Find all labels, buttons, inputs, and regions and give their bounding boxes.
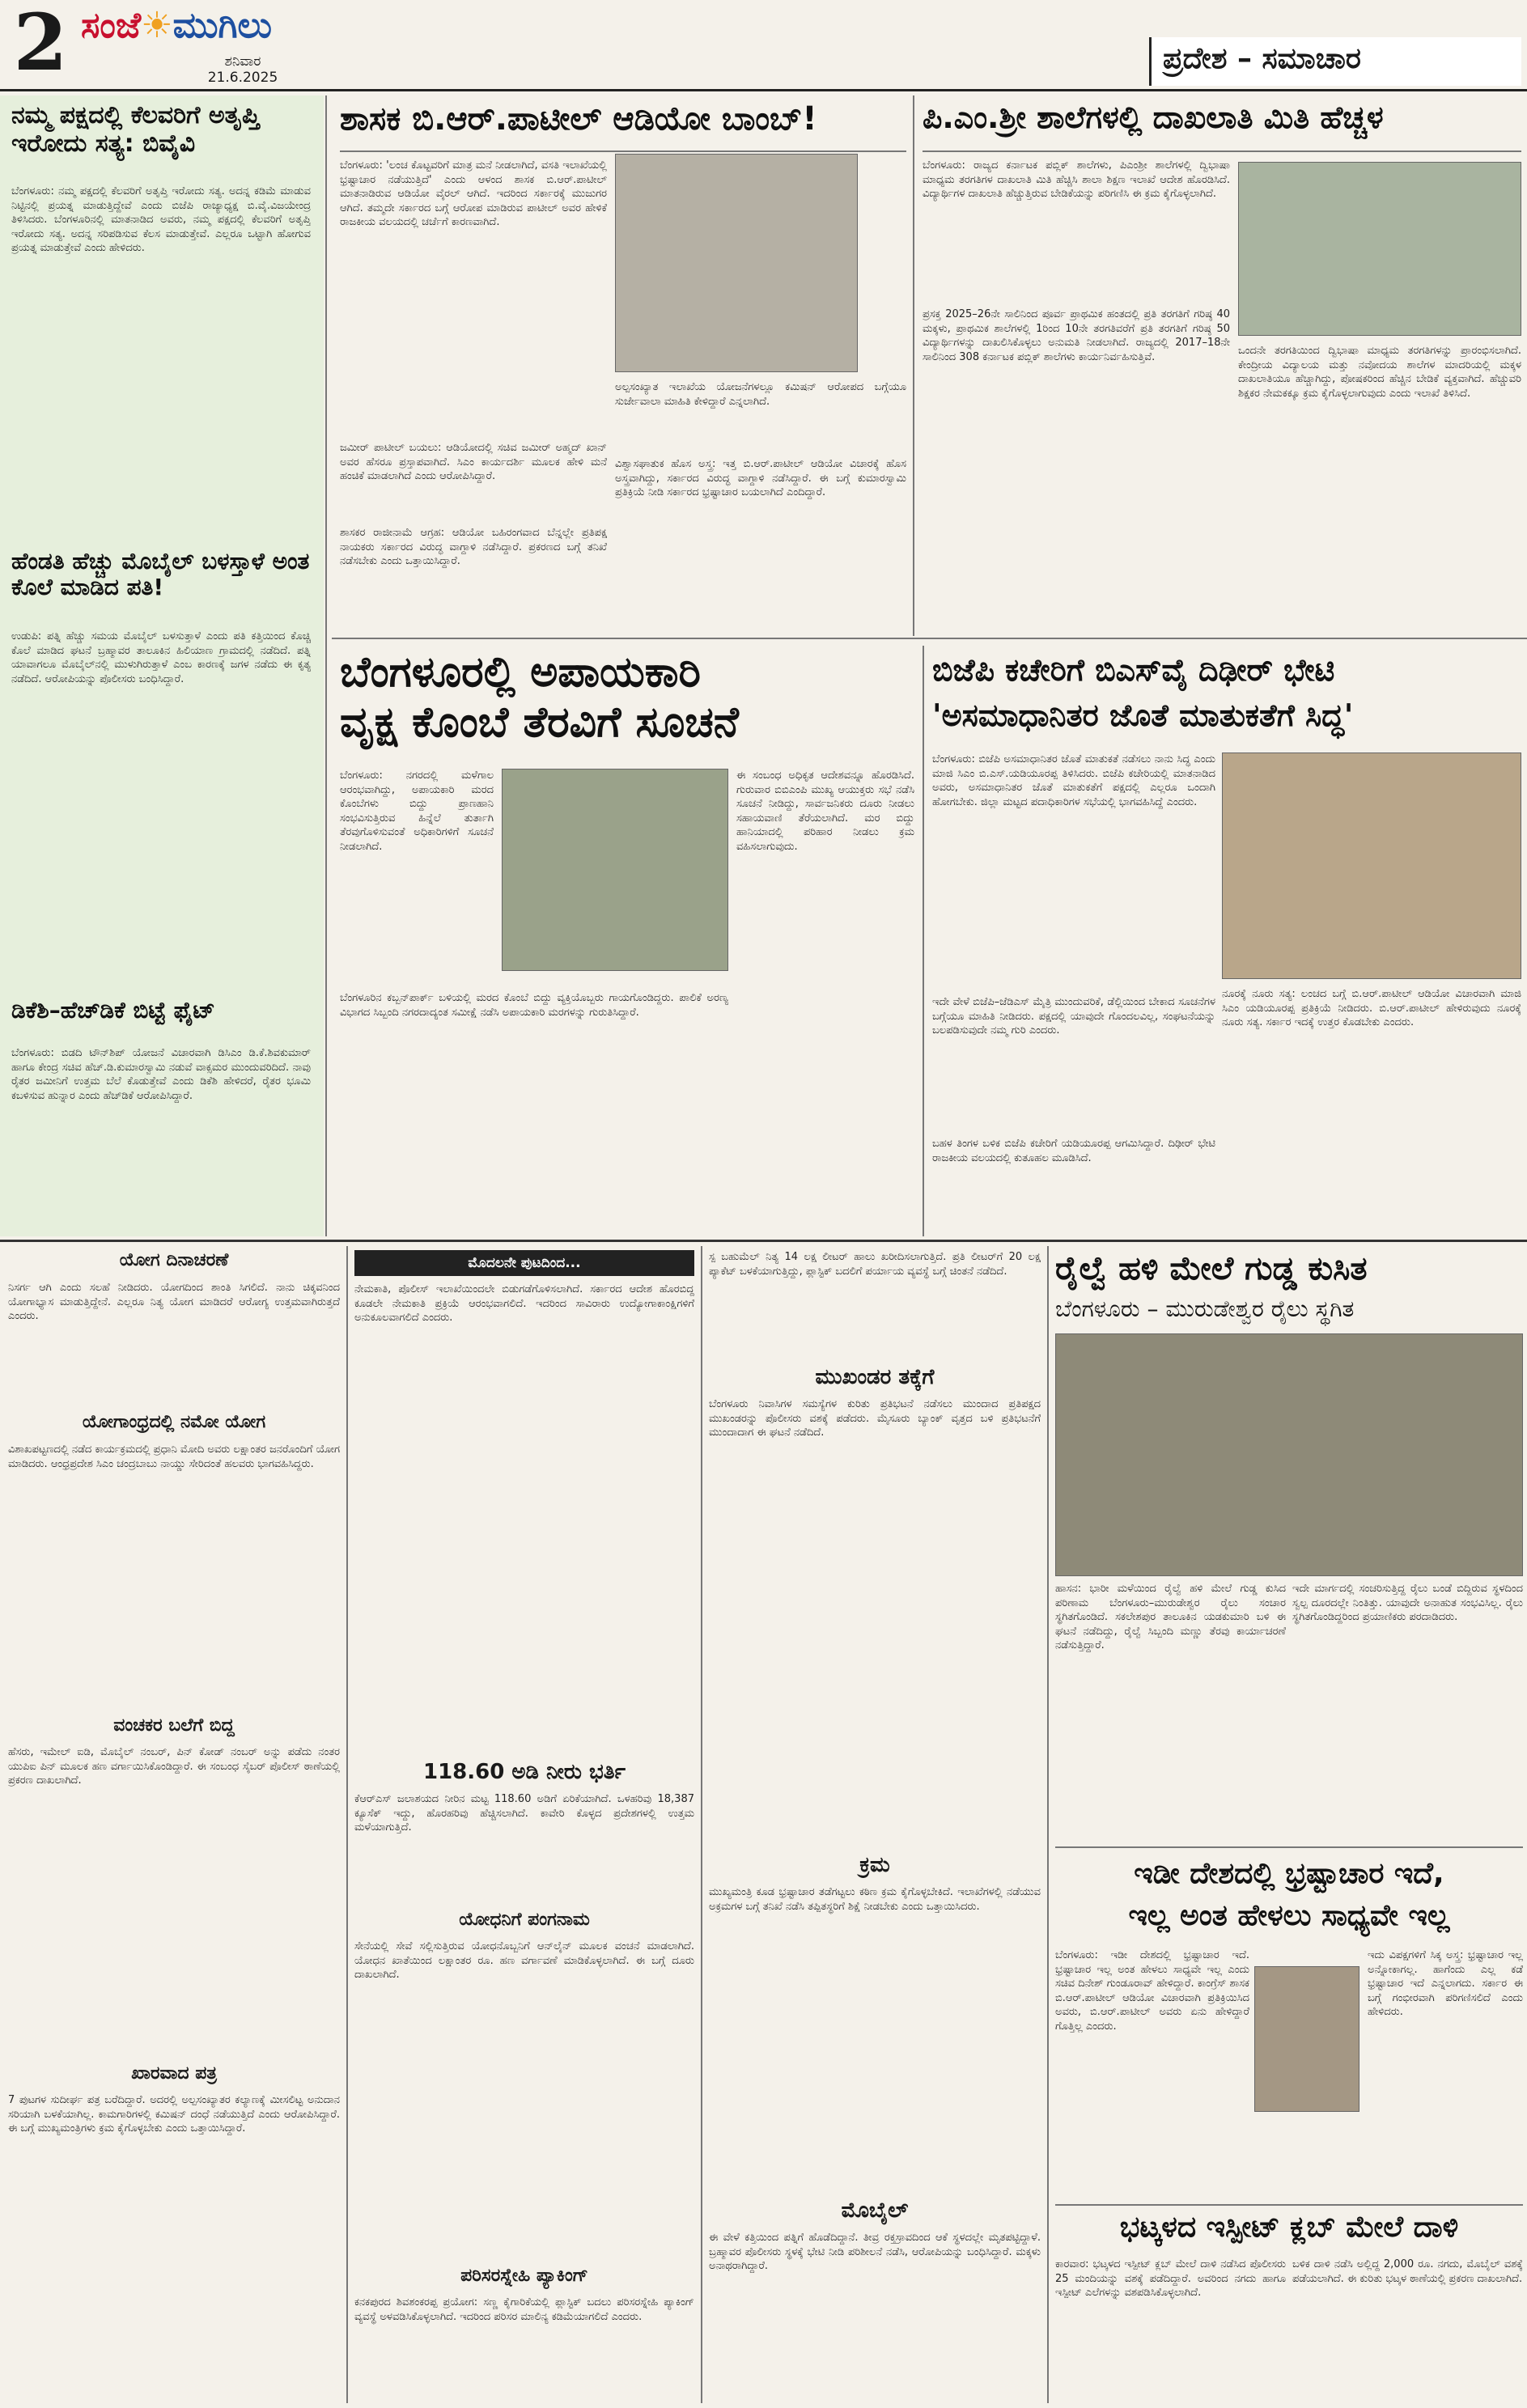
story-body: ಕಾರವಾರ: ಭಟ್ಕಳದ ಇಸ್ಪೀಟ್ ಕ್ಲಬ್ ಮೇಲೆ ದಾಳಿ ನಡೆಸಿದ ಪೊಲೀಸರು 25 ಮಂದಿಯನ್ನು ವಶಕ್ಕೆ ಪಡೆದಿದ್ದಾರೆ. ಅವರಿಂದ ನಗದು ಹಾಗೂ ಇಸ್ಪೀಟ್ ಎಲೆಗಳನ್ನು ವಶಪಡಿಸಿಕೊಳ್ಳಲಾಗಿದೆ. — [1055, 2258, 1286, 2299]
story-body: ಬಹಳ ತಿಂಗಳ ಬಳಿಕ ಬಿಜೆಪಿ ಕಚೇರಿಗೆ ಯಡಿಯೂರಪ್ಪ ಆಗಮಿಸಿದ್ದಾರೆ. ದಿಢೀರ್ ಭೇಟಿ ರಾಜಕೀಯ ವಲಯದಲ್ಲಿ ಕುತೂಹಲ ಮೂಡಿಸಿದೆ. — [932, 1138, 1215, 1164]
mla-portrait-photo — [615, 154, 858, 372]
issue-date: 21.6.2025 — [207, 70, 278, 86]
story-body: ಬೆಂಗಳೂರು: ನಮ್ಮ ಪಕ್ಷದಲ್ಲಿ ಕೆಲವರಿಗೆ ಅತೃಪ್ತಿ ಇರೋದು ಸತ್ಯ. ಅದನ್ನ ಕಡಿಮೆ ಮಾಡುವ ನಿಟ್ಟಿನಲ್ಲಿ ಪ್ರಯತ್ನ ಮಾಡುತ್ತಿದ್ದೇವೆ ಎಂದು ಬಿಜೆಪಿ ರಾಜ್ಯಾಧ್ಯಕ್ಷ ಬಿ.ವೈ.ವಿಜಯೇಂದ್ರ ತಿಳಿಸಿದರು. ಬೆಂಗಳೂರಿನಲ್ಲಿ ಮಾತನಾಡಿದ ಅವರು, ನಮ್ಮ ಪಕ್ಷದಲ್ಲಿ ಕೆಲವರಿಗೆ ಅತೃಪ್ತಿ ಇರೋದು ಸತ್ಯ. ಅದನ್ನ ಸರಿಪಡಿಸುವ ಕೆಲಸ ಮಾಡುತ್ತೇವೆ. ಎಲ್ಲರೂ ಒಟ್ಟಾಗಿ ಹೋಗುವ ಪ್ರಯತ್ನ ಮಾಡುತ್ತೇವೆ ಎಂದು ಹೇಳಿದರು. — [11, 185, 311, 254]
story-body: ಕನಕಪುರದ ಶಿವಶಂಕರಪ್ಪ ಪ್ರಯೋಗ: ಸಣ್ಣ ಕೈಗಾರಿಕೆಯಲ್ಲಿ ಪ್ಲಾಸ್ಟಿಕ್ ಬದಲು ಪರಿಸರಸ್ನೇಹಿ ಪ್ಯಾಕಿಂಗ್ ವ್ಯವಸ್ಥೆ ಅಳವಡಿಸಿಕೊಳ್ಳಲಾಗಿದೆ. ಇದರಿಂದ ಪರಿಸರ ಮಾಲಿನ್ಯ ಕಡಿಮೆಯಾಗಲಿದೆ ಎಂದರು. — [354, 2296, 694, 2323]
bsy-headline — [932, 647, 1523, 744]
mid-column — [709, 1250, 1041, 2403]
headline-line: ಬೆಂಗಳೂರಲ್ಲಿ ಅಪಾಯಕಾರಿ — [340, 648, 701, 697]
story-subhead: ವಂಚಕರ ಬಲೆಗೆ ಬಿದ್ದ — [113, 1715, 235, 1736]
story-body: 7 ಪುಟಗಳ ಸುದೀರ್ಘ ಪತ್ರ ಬರೆದಿದ್ದಾರೆ. ಅದರಲ್ಲಿ ಅಲ್ಪಸಂಖ್ಯಾತರ ಕಲ್ಯಾಣಕ್ಕೆ ಮೀಸಲಿಟ್ಟ ಅನುದಾನ ಸರಿಯಾಗಿ ಬಳಕೆಯಾಗಿಲ್ಲ. ಕಾಮಗಾರಿಗಳಲ್ಲಿ ಕಮಿಷನ್ ದಂಧೆ ನಡೆಯುತ್ತಿದೆ ಎಂದು ಆರೋಪಿಸಿದ್ದಾರೆ. ಈ ಬಗ್ಗೆ ಮುಖ್ಯಮಂತ್ರಿಗಳು ಕ್ರಮ ಕೈಗೊಳ್ಳಬೇಕು ಎಂದು ಒತ್ತಾಯಿಸಿದ್ದಾರೆ. — [8, 2094, 340, 2135]
sun-logo-icon: ☀ — [141, 5, 173, 46]
masthead-divider — [0, 89, 1527, 91]
story-body: ಕೆಆರ್‌ಎಸ್ ಜಲಾಶಯದ ನೀರಿನ ಮಟ್ಟ 118.60 ಅಡಿಗೆ ಏರಿಕೆಯಾಗಿದೆ. ಒಳಹರಿವು 18,387 ಕ್ಯೂಸೆಕ್ ಇದ್ದು, ಹೊರಹರಿವು ಹೆಚ್ಚಿಸಲಾಗಿದೆ. ಕಾವೇರಿ ಕೊಳ್ಳದ ಪ್ರದೇಶಗಳಲ್ಲಿ ಉತ್ತಮ ಮಳೆಯಾಗುತ್ತಿದೆ. — [354, 1793, 694, 1834]
issue-day: ಶನಿವಾರ — [224, 53, 261, 70]
story-body: ಬೆಂಗಳೂರು: ಇಡೀ ದೇಶದಲ್ಲಿ ಭ್ರಷ್ಟಾಚಾರ ಇದೆ. ಭ್ರಷ್ಟಾಚಾರ ಇಲ್ಲ ಅಂತ ಹೇಳಲು ಸಾಧ್ಯವೇ ಇಲ್ಲ ಎಂದು ಸಚಿವ ದಿನೇಶ್ ಗುಂಡೂರಾವ್ ಹೇಳಿದ್ದಾರೆ. ಕಾಂಗ್ರೆಸ್ ಶಾಸಕ ಬಿ.ಆರ್.ಪಾಟೀಲ್ ಆಡಿಯೋ ವಿಚಾರವಾಗಿ ಪ್ರತಿಕ್ರಿಯಿಸಿದ ಅವರು, ಬಿ.ಆರ್.ಪಾಟೀಲ್ ಅವರು ಏನು ಹೇಳಿದ್ದಾರೆ ಗೊತ್ತಿಲ್ಲ ಎಂದರು. — [1055, 1949, 1249, 2033]
story-body: ಬೆಂಗಳೂರು: ಬಿಡದಿ ಟೌನ್‌ಶಿಪ್ ಯೋಜನೆ ವಿಚಾರವಾಗಿ ಡಿಸಿಎಂ ಡಿ.ಕೆ.ಶಿವಕುಮಾರ್ ಹಾಗೂ ಕೇಂದ್ರ ಸಚಿವ ಹೆಚ್.ಡಿ.ಕುಮಾರಸ್ವಾಮಿ ನಡುವೆ ವಾಕ್ಸಮರ ಮುಂದುವರಿದಿದೆ. ನಾವು ರೈತರ ಜಮೀನಿಗೆ ಉತ್ತಮ ಬೆಲೆ ಕೊಡುತ್ತೇವೆ ಎಂದು ಡಿಕೆಶಿ ಹೇಳಿದರೆ, ರೈತರ ಭೂಮಿ ಕಬಳಿಸುವ ಹುನ್ನಾರ ಎಂದು ಹೆಚ್‌ಡಿಕೆ ಆರೋಪಿಸಿದ್ದಾರೆ. — [11, 1047, 311, 1102]
story-headline: ನಮ್ಮ ಪಕ್ಷದಲ್ಲಿ ಕೆಲವರಿಗೆ ಅತೃಪ್ತಿ ಇರೋದು ಸತ್ಯ: ಬಿವೈವಿ — [11, 102, 260, 158]
raid-headline: ಭಟ್ಕಳದ ಇಸ್ಪೀಟ್ ಕ್ಲಬ್ ಮೇಲೆ ದಾಳಿ — [1119, 2211, 1459, 2244]
story-headline: ಹೆಂಡತಿ ಹೆಚ್ಚು ಮೊಬೈಲ್ ಬಳಸ್ತಾಳೆ ಅಂತ ಕೊಲೆ ಮಾಡಿದ ಪತಿ! — [11, 549, 310, 601]
newspaper-brand — [81, 5, 324, 53]
tree-headline — [340, 647, 923, 761]
brand-name-part2: ಮುಗಿಲು — [172, 5, 273, 46]
story-body: ಬಳಿಕ ದಾಳಿ ನಡೆಸಿ ಅಲ್ಲಿದ್ದ 2,000 ರೂ. ನಗದು, ಮೊಬೈಲ್ ವಶಕ್ಕೆ ಪಡೆಯಲಾಗಿದೆ. ಈ ಕುರಿತು ಭಟ್ಕಳ ಠಾಣೆಯಲ್ಲಿ ಪ್ರಕರಣ ದಾಖಲಾಗಿದೆ. — [1292, 2258, 1523, 2285]
story-body: ಇದು ವಿಪಕ್ಷಗಳಿಗೆ ಸಿಕ್ಕ ಅಸ್ತ್ರ: ಭ್ರಷ್ಟಾಚಾರ ಇಲ್ಲ ಅನ್ನೋಕಾಗಲ್ಲ. ಹಾಗೆಂದು ಎಲ್ಲ ಕಡೆ ಭ್ರಷ್ಟಾಚಾರ ಇದೆ ಎನ್ನಲಾಗದು. ಸರ್ಕಾರ ಈ ಬಗ್ಗೆ ಗಂಭೀರವಾಗಿ ಪರಿಗಣಿಸಲಿದೆ ಎಂದು ಹೇಳಿದರು. — [1368, 1949, 1523, 2018]
story-body: ಒಂದನೇ ತರಗತಿಯಿಂದ ದ್ವಿಭಾಷಾ ಮಾಧ್ಯಮ ತರಗತಿಗಳನ್ನು ಪ್ರಾರಂಭಿಸಲಾಗಿದೆ. ಕೇಂದ್ರೀಯ ವಿದ್ಯಾಲಯ ಮತ್ತು ನವೋದಯ ಶಾಲೆಗಳ ಮಾದರಿಯಲ್ಲಿ ಮಕ್ಕಳ ದಾಖಲಾತಿಯೂ ಹೆಚ್ಚಾಗಿದ್ದು, ಪೋಷಕರಿಂದ ಹೆಚ್ಚಿನ ಬೇಡಿಕೆ ವ್ಯಕ್ತವಾಗಿದೆ. ಹೆಚ್ಚುವರಿ ಶಿಕ್ಷಕರ ನೇಮಕಕ್ಕೂ ಕ್ರಮ ಕೈಗೊಳ್ಳಲಾಗುವುದು ಎಂದು ಇಲಾಖೆ ತಿಳಿಸಿದೆ. — [1238, 345, 1521, 400]
column-divider — [325, 95, 327, 1236]
headline-line: ವೃಕ್ಷ ಕೊಂಬೆ ತೆರವಿಗೆ ಸೂಚನೆ — [340, 698, 739, 747]
minister-portrait-photo — [1254, 1966, 1359, 2112]
story-subhead: ಖಾರವಾದ ಪತ್ರ — [131, 2063, 217, 2084]
story-body: ಹೆಸರು, ಇಮೇಲ್ ಐಡಿ, ಮೊಬೈಲ್ ನಂಬರ್, ಪಿನ್ ಕೋಡ್ ನಂಬರ್ ಅನ್ನು ಪಡೆದು ನಂತರ ಯುಪಿಐ ಪಿನ್ ಮೂಲಕ ಹಣ ವರ್ಗಾಯಿಸಿಕೊಂಡಿದ್ದಾರೆ. ಈ ಸಂಬಂಧ ಸೈಬರ್ ಪೊಲೀಸ್ ಠಾಣೆಯಲ್ಲಿ ಪ್ರಕರಣ ದಾಖಲಾಗಿದೆ. — [8, 1746, 340, 1787]
left-column — [0, 95, 324, 1236]
headline-rule — [923, 150, 1521, 152]
lead-body: ಅಲ್ಪಸಂಖ್ಯಾತ ಇಲಾಖೆಯ ಯೋಜನೆಗಳಲ್ಲೂ ಕಮಿಷನ್ ಆರೋಪದ ಬಗ್ಗೆಯೂ ಸುರ್ಜೇವಾಲಾ ಮಾಹಿತಿ ಕೇಳಿದ್ದಾರೆ ಎನ್ನಲಾಗಿದೆ. — [615, 381, 906, 408]
lead-body: ಶಾಸಕರ ರಾಜೀನಾಮೆ ಆಗ್ರಹ: ಆಡಿಯೋ ಬಹಿರಂಗವಾದ ಬೆನ್ನಲ್ಲೇ ಪ್ರತಿಪಕ್ಷ ನಾಯಕರು ಸರ್ಕಾರದ ವಿರುದ್ಧ ವಾಗ್ದಾಳಿ ನಡೆಸಿದ್ದಾರೆ. ಪ್ರಕರಣದ ಬಗ್ಗೆ ತನಿಖೆ ನಡೆಸಬೇಕು ಎಂದು ಒತ್ತಾಯಿಸಿದ್ದಾರೆ. — [340, 527, 607, 567]
column-divider — [701, 1246, 702, 2403]
story-body: ನೇಮಕಾತಿ, ಪೊಲೀಸ್ ಇಲಾಖೆಯಿಂದಲೇ ಬಿಡುಗಡೆಗೊಳಿಸಲಾಗಿದೆ. ಸರ್ಕಾರದ ಆದೇಶ ಹೊರಬಿದ್ದ ಕೂಡಲೇ ನೇಮಕಾತಿ ಪ್ರಕ್ರಿಯೆ ಆರಂಭವಾಗಲಿದೆ. ಇದರಿಂದ ಸಾವಿರಾರು ಉದ್ಯೋಗಾಕಾಂಕ್ಷಿಗಳಿಗೆ ಅನುಕೂಲವಾಗಲಿದೆ ಎಂದರು. — [354, 1283, 694, 1324]
story-body: ಇದೇ ಮಾರ್ಗದಲ್ಲಿ ಸಂಚರಿಸುತ್ತಿದ್ದ ರೈಲು ಬಂಡೆ ಬಿದ್ದಿರುವ ಸ್ಥಳದಿಂದ ಸ್ವಲ್ಪ ದೂರದಲ್ಲೇ ನಿಂತಿತ್ತು. ಯಾವುದೇ ಅನಾಹುತ ಸಂಭವಿಸಿಲ್ಲ. ರೈಲು ಸ್ಥಗಿತಗೊಂಡಿದ್ದರಿಂದ ಪ್ರಯಾಣಿಕರು ಪರದಾಡಿದರು. — [1292, 1583, 1523, 1623]
continued-column — [354, 1282, 694, 2403]
column-divider — [346, 1246, 348, 2403]
story-body: ಇದೇ ವೇಳೆ ಬಿಜೆಪಿ–ಜೆಡಿಎಸ್ ಮೈತ್ರಿ ಮುಂದುವರಿಕೆ, ಡೆಲ್ಲಿಯಿಂದ ಬೇಕಾದ ಸೂಚನೆಗಳ ಬಗ್ಗೆಯೂ ಮಾಹಿತಿ ನೀಡಿದರು. ಪಕ್ಷದಲ್ಲಿ ಯಾವುದೇ ಗೊಂದಲವಿಲ್ಲ, ಸಂಘಟನೆಯನ್ನು ಬಲಪಡಿಸುವುದೇ ನಮ್ಮ ಗುರಿ ಎಂದರು. — [932, 996, 1215, 1037]
story-subhead: ಯೋಗಾಂಧ್ರದಲ್ಲಿ ನಮೋ ಯೋಗ — [82, 1412, 266, 1432]
story-subhead: ಪರಿಸರಸ್ನೇಹಿ ಪ್ಯಾಕಿಂಗ್ — [460, 2266, 588, 2286]
photo-caption: ನೂರಕ್ಕೆ ನೂರು ಸತ್ಯ: ಲಂಚದ ಬಗ್ಗೆ ಬಿ.ಆರ್.ಪಾಟೀಲ್ ಆಡಿಯೋ ವಿಚಾರವಾಗಿ ಮಾಜಿ ಸಿಎಂ ಯಡಿಯೂರಪ್ಪ ಪ್ರತಿಕ್ರಿಯೆ ನೀಡಿದರು. ಬಿ.ಆರ್.ಪಾಟೀಲ್ ಹೇಳಿರುವುದು ನೂರಕ್ಕೆ ನೂರು ಸತ್ಯ. ಸರ್ಕಾರ ಇದಕ್ಕೆ ಉತ್ತರ ಕೊಡಬೇಕು ಎಂದರು. — [1222, 988, 1521, 1028]
section-divider — [1055, 1846, 1523, 1848]
story-headline: ಡಿಕೆಶಿ–ಹೆಚ್‌ಡಿಕೆ ಬಿಟ್ಟೆ ಫೈಟ್ — [11, 998, 215, 1024]
page-number: 2 — [13, 0, 68, 85]
column-divider — [1047, 1246, 1049, 2403]
lead-body: ವಿಶ್ವಾಸಘಾತುಕ ಹೊಸ ಅಸ್ತ್ರ: ಇತ್ತ ಬಿ.ಆರ್.ಪಾಟೀಲ್ ಆಡಿಯೋ ವಿಚಾರಕ್ಕೆ ಹೊಸ ಅಸ್ತ್ರವಾಗಿದ್ದು, ಸರ್ಕಾರದ ವಿರುದ್ಧ ವಾಗ್ದಾಳಿ ನಡೆಸಿದ್ದಾರೆ. ಈ ಬಗ್ಗೆ ಕುಮಾರಸ್ವಾಮಿ ಪ್ರತಿಕ್ರಿಯೆ ನೀಡಿ ಸರ್ಕಾರದ ಭ್ರಷ್ಟಾಚಾರ ಬಯಲಾಗಿದೆ ಎಂದಿದ್ದಾರೆ. — [615, 458, 906, 498]
story-body: ಈ ವೇಳೆ ಕತ್ತಿಯಿಂದ ಪತ್ನಿಗೆ ಹೊಡೆದಿದ್ದಾನೆ. ತೀವ್ರ ರಕ್ತಸ್ರಾವದಿಂದ ಆಕೆ ಸ್ಥಳದಲ್ಲೇ ಮೃತಪಟ್ಟಿದ್ದಾಳೆ. ಬ್ರಹ್ಮಾವರ ಪೊಲೀಸರು ಸ್ಥಳಕ್ಕೆ ಭೇಟಿ ನೀಡಿ ಪರಿಶೀಲನೆ ನಡೆಸಿ, ಆರೋಪಿಯನ್ನು ಬಂಧಿಸಿದ್ದಾರೆ. ಮಕ್ಕಳು ಅನಾಥರಾಗಿದ್ದಾರೆ. — [709, 2232, 1041, 2272]
headline-line: ಇಡೀ ದೇಶದಲ್ಲಿ ಭ್ರಷ್ಟಾಚಾರ ಇದೆ, — [1134, 1857, 1444, 1890]
section-title: ಪ್ರದೇಶ – ಸಮಾಚಾರ — [1149, 37, 1521, 86]
lead-headline: ಶಾಸಕ ಬಿ.ಆರ್.ಪಾಟೀಲ್ ಆಡಿಯೋ ಬಾಂಬ್! — [340, 100, 817, 138]
story-subhead: 118.60 ಅಡಿ ನೀರು ಭರ್ತಿ — [423, 1760, 626, 1784]
tree-clearing-photo — [502, 769, 728, 971]
dateline — [178, 53, 308, 86]
column-divider — [923, 646, 924, 1236]
section-divider — [0, 1240, 1527, 1242]
corruption-headline — [1055, 1853, 1523, 1942]
story-body: ಈ ಸಂಬಂಧ ಅಧಿಕೃತ ಆದೇಶವನ್ನೂ ಹೊರಡಿಸಿದೆ. ಗುರುವಾರ ಬಿಬಿಎಂಪಿ ಮುಖ್ಯ ಆಯುಕ್ತರು ಸಭೆ ನಡೆಸಿ ಸೂಚನೆ ನೀಡಿದ್ದು, ಸಾರ್ವಜನಿಕರು ದೂರು ನೀಡಲು ಸಹಾಯವಾಣಿ ತೆರೆಯಲಾಗಿದೆ. ಮರ ಬಿದ್ದು ಹಾನಿಯಾದಲ್ಲಿ ಪರಿಹಾರ ನೀಡಲು ಕ್ರಮ ವಹಿಸಲಾಗುವುದು. — [736, 769, 914, 853]
school-building-photo — [1238, 162, 1521, 336]
story-body: ಬೆಂಗಳೂರು: ಬಿಜೆಪಿ ಅಸಮಾಧಾನಿತರ ಜೊತೆ ಮಾತುಕತೆ ನಡೆಸಲು ನಾನು ಸಿದ್ಧ ಎಂದು ಮಾಜಿ ಸಿಎಂ ಬಿ.ಎಸ್.ಯಡಿಯೂರಪ್ಪ ತಿಳಿಸಿದರು. ಬಿಜೆಪಿ ಕಚೇರಿಯಲ್ಲಿ ಮಾತನಾಡಿದ ಅವರು, ಅಸಮಾಧಾನಿತರ ಜೊತೆ ಮಾತುಕತೆಗೆ ಪಕ್ಷದಲ್ಲಿ ಎಲ್ಲರೂ ಒಂದಾಗಿ ಹೋಗಬೇಕು. ಜಿಲ್ಲಾ ಮಟ್ಟದ ಪದಾಧಿಕಾರಿಗಳ ಸಭೆಯಲ್ಲಿ ಭಾಗವಹಿಸಿದ್ದೆ ಎಂದರು. — [932, 753, 1215, 808]
story-body: ಉಡುಪಿ: ಪತ್ನಿ ಹೆಚ್ಚು ಸಮಯ ಮೊಬೈಲ್ ಬಳಸುತ್ತಾಳೆ ಎಂದು ಪತಿ ಕತ್ತಿಯಿಂದ ಕೊಚ್ಚಿ ಕೊಲೆ ಮಾಡಿದ ಘಟನೆ ಬ್ರಹ್ಮಾವರ ತಾಲೂಕಿನ ಹಿಲಿಯಾಣ ಗ್ರಾಮದಲ್ಲಿ ನಡೆದಿದೆ. ಪತ್ನಿ ಯಾವಾಗಲೂ ಮೊಬೈಲ್‌ನಲ್ಲಿ ಮುಳುಗಿರುತ್ತಾಳೆ ಎಂಬ ಕಾರಣಕ್ಕೆ ಜಗಳ ನಡೆದು ಈ ಕೃತ್ಯ ನಡೆದಿದೆ. ಆರೋಪಿಯನ್ನು ಪೊಲೀಸರು ಬಂಧಿಸಿದ್ದಾರೆ. — [11, 630, 311, 685]
story-subhead: ಯೋಧನಿಗೆ ಪಂಗನಾಮ — [459, 1910, 590, 1930]
column-divider — [913, 95, 914, 636]
lead-body: ಜಮೀರ್ ಪಾಟೀಲ್ ಬಯಲು: ಆಡಿಯೋದಲ್ಲಿ ಸಚಿವ ಜಮೀರ್ ಅಹ್ಮದ್ ಖಾನ್ ಅವರ ಹೆಸರೂ ಪ್ರಸ್ತಾಪವಾಗಿದೆ. ಸಿಎಂ ಕಾರ್ಯದರ್ಶಿ ಮೂಲಕ ಹೇಳಿ ಮನೆ ಹಂಚಿಕೆ ಮಾಡಲಾಗಿದೆ ಎಂದು ಆರೋಪಿಸಿದ್ದಾರೆ. — [340, 442, 607, 482]
story-subhead: ಯೋಗ ದಿನಾಚರಣೆ — [119, 1250, 229, 1270]
story-subhead: ಮೊಬೈಲ್ — [841, 2198, 909, 2223]
brand-name-part1: ಸಂಜೆ — [81, 5, 142, 46]
story-body: ಬೆಂಗಳೂರು: ನಗರದಲ್ಲಿ ಮಳೆಗಾಲ ಆರಂಭವಾಗಿದ್ದು, ಅಪಾಯಕಾರಿ ಮರದ ಕೊಂಬೆಗಳು ಬಿದ್ದು ಪ್ರಾಣಹಾನಿ ಸಂಭವಿಸುತ್ತಿರುವ ಹಿನ್ನೆಲೆ ತುರ್ತಾಗಿ ತೆರವುಗೊಳಿಸುವಂತೆ ಅಧಿಕಾರಿಗಳಿಗೆ ಸೂಚನೆ ನೀಡಲಾಗಿದೆ. — [340, 769, 494, 853]
story-body: ಮುಖ್ಯಮಂತ್ರಿ ಕೂಡ ಭ್ರಷ್ಟಾಚಾರ ತಡೆಗಟ್ಟಲು ಕಠಿಣ ಕ್ರಮ ಕೈಗೊಳ್ಳಬೇಕಿದೆ. ಇಲಾಖೆಗಳಲ್ಲಿ ನಡೆಯುವ ಅಕ್ರಮಗಳ ಬಗ್ಗೆ ತನಿಖೆ ನಡೆಸಿ ತಪ್ಪಿತಸ್ಥರಿಗೆ ಶಿಕ್ಷೆ ನೀಡಬೇಕು ಎಂದು ಒತ್ತಾಯಿಸಿದರು. — [709, 1886, 1041, 1913]
story-body: ಬೆಂಗಳೂರು ನಿವಾಸಿಗಳ ಸಮಸ್ಯೆಗಳ ಕುರಿತು ಪ್ರತಿಭಟನೆ ನಡೆಸಲು ಮುಂದಾದ ಪ್ರತಿಪಕ್ಷದ ಮುಖಂಡರನ್ನು ಪೊಲೀಸರು ವಶಕ್ಕೆ ಪಡೆದರು. ಮೈಸೂರು ಬ್ಯಾಂಕ್ ವೃತ್ತದ ಬಳಿ ಪ್ರತಿಭಟನೆಗೆ ಮುಂದಾದಾಗ ಈ ಘಟನೆ ನಡೆದಿದೆ. — [709, 1398, 1041, 1439]
headline-line: 'ಅಸಮಾಧಾನಿತರ ಜೊತೆ ಮಾತುಕತೆಗೆ ಸಿದ್ಧ' — [932, 697, 1354, 733]
headline-rule — [340, 150, 906, 152]
section-divider — [1055, 2204, 1523, 2206]
story-body: ಹಾಸನ: ಭಾರೀ ಮಳೆಯಿಂದ ರೈಲ್ವೆ ಹಳಿ ಮೇಲೆ ಗುಡ್ಡ ಕುಸಿದ ಪರಿಣಾಮ ಬೆಂಗಳೂರು–ಮುರುಡೇಶ್ವರ ರೈಲು ಸಂಚಾರ ಸ್ಥಗಿತಗೊಂಡಿದೆ. ಸಕಲೇಶಪುರ ತಾಲೂಕಿನ ಯಡಕುಮಾರಿ ಬಳಿ ಈ ಘಟನೆ ನಡೆದಿದ್ದು, ರೈಲ್ವೆ ಸಿಬ್ಬಂದಿ ಮಣ್ಣು ತೆರವು ಕಾರ್ಯಾಚರಣೆ ನಡೆಸುತ್ತಿದ್ದಾರೆ. — [1055, 1583, 1286, 1651]
story-body: ಪ್ರಸಕ್ತ 2025–26ನೇ ಸಾಲಿನಿಂದ ಪೂರ್ವ ಪ್ರಾಥಮಿಕ ಹಂತದಲ್ಲಿ ಪ್ರತಿ ತರಗತಿಗೆ ಗರಿಷ್ಠ 40 ಮಕ್ಕಳು, ಪ್ರಾಥಮಿಕ ಶಾಲೆಗಳಲ್ಲಿ 1ರಿಂದ 10ನೇ ತರಗತಿವರೆಗೆ ಪ್ರತಿ ತರಗತಿಗೆ ಗರಿಷ್ಠ 50 ವಿದ್ಯಾರ್ಥಿಗಳನ್ನು ದಾಖಲಿಸಿಕೊಳ್ಳಲು ಅನುಮತಿ ನೀಡಲಾಗಿದೆ. ರಾಜ್ಯದಲ್ಲಿ 2017–18ನೇ ಸಾಲಿನಿಂದ 308 ಕರ್ನಾಟಕ ಪಬ್ಲಿಕ್ ಶಾಲೆಗಳು ಕಾರ್ಯನಿರ್ವಹಿಸುತ್ತಿವೆ. — [923, 308, 1230, 363]
story-body: ಬೆಂಗಳೂರು: ರಾಜ್ಯದ ಕರ್ನಾಟಕ ಪಬ್ಲಿಕ್ ಶಾಲೆಗಳು, ಪಿಎಂಶ್ರೀ ಶಾಲೆಗಳಲ್ಲಿ ದ್ವಿಭಾಷಾ ಮಾಧ್ಯಮ ತರಗತಿಗಳ ದಾಖಲಾತಿ ಮಿತಿ ಹೆಚ್ಚಿಸಿ ಶಾಲಾ ಶಿಕ್ಷಣ ಇಲಾಖೆ ಆದೇಶ ಹೊರಡಿಸಿದೆ. ವಿದ್ಯಾರ್ಥಿಗಳ ದಾಖಲಾತಿ ಹೆಚ್ಚುತ್ತಿರುವ ಬೇಡಿಕೆಯನ್ನು ಪರಿಗಣಿಸಿ ಈ ಕ್ರಮ ಕೈಗೊಳ್ಳಲಾಗಿದೆ. — [923, 159, 1230, 200]
headline-line: ಬಿಜೆಪಿ ಕಚೇರಿಗೆ ಬಿಎಸ್‌ವೈ ದಿಢೀರ್ ಭೇಟಿ — [932, 652, 1335, 688]
story-subhead: ಕ್ರಮ — [859, 1853, 890, 1877]
story-body: ವಿಶಾಖಪಟ್ಟಣದಲ್ಲಿ ನಡೆದ ಕಾರ್ಯಕ್ರಮದಲ್ಲಿ ಪ್ರಧಾನಿ ಮೋದಿ ಅವರು ಲಕ್ಷಾಂತರ ಜನರೊಂದಿಗೆ ಯೋಗ ಮಾಡಿದರು. ಆಂಧ್ರಪ್ರದೇಶ ಸಿಎಂ ಚಂದ್ರಬಾಬು ನಾಯ್ಡು ಸೇರಿದಂತೆ ಹಲವರು ಭಾಗವಹಿಸಿದ್ದರು. — [8, 1444, 340, 1470]
landslide-track-photo — [1055, 1333, 1523, 1576]
railway-subhead: ಬೆಂಗಳೂರು – ಮುರುಡೇಶ್ವರ ರೈಲು ಸ್ಥಗಿತ — [1055, 1296, 1355, 1322]
lead-body: ಬೆಂಗಳೂರು: 'ಲಂಚ ಕೊಟ್ಟವರಿಗೆ ಮಾತ್ರ ಮನೆ ನೀಡಲಾಗಿದೆ, ವಸತಿ ಇಲಾಖೆಯಲ್ಲಿ ಭ್ರಷ್ಟಾಚಾರ ನಡೆಯುತ್ತಿದೆ' ಎಂದು ಆಳಂದ ಶಾಸಕ ಬಿ.ಆರ್.ಪಾಟೀಲ್ ಮಾತನಾಡಿರುವ ಆಡಿಯೋ ವೈರಲ್ ಆಗಿದೆ. ಇದರಿಂದ ಸರ್ಕಾರಕ್ಕೆ ಮುಜುಗರ ಆಗಿದೆ. ತಮ್ಮದೇ ಸರ್ಕಾರದ ಬಗ್ಗೆ ಆರೋಪ ಮಾಡಿರುವ ಪಾಟೀಲ್ ಅವರ ಹೇಳಿಕೆ ರಾಜಕೀಯ ವಲಯದಲ್ಲಿ ಚರ್ಚೆಗೆ ಕಾರಣವಾಗಿದೆ. — [340, 159, 607, 228]
story-body: ಸ್ಪ ಬಹುಮೆಲ್ ನಿತ್ಯ 14 ಲಕ್ಷ ಲೀಟರ್ ಹಾಲು ಖರೀದಿಸಲಾಗುತ್ತಿದೆ. ಪ್ರತಿ ಲೀಟರ್‌ಗೆ 20 ಲಕ್ಷ ಪ್ಯಾಕೆಟ್ ಬಳಕೆಯಾಗುತ್ತಿದ್ದು, ಪ್ಲಾಸ್ಟಿಕ್ ಬದಲಿಗೆ ಪರ್ಯಾಯ ವ್ಯವಸ್ಥೆ ಬಗ್ಗೆ ಚಿಂತನೆ ನಡೆದಿದೆ. — [709, 1251, 1041, 1278]
railway-headline: ರೈಲ್ವೆ ಹಳಿ ಮೇಲೆ ಗುಡ್ಡ ಕುಸಿತ — [1055, 1250, 1368, 1287]
section-divider — [332, 638, 1527, 639]
continued-band: ಮೊದಲನೇ ಪುಟದಿಂದ... — [354, 1250, 694, 1276]
headline-line: ಇಲ್ಲ ಅಂತ ಹೇಳಲು ಸಾಧ್ಯವೇ ಇಲ್ಲ — [1128, 1899, 1450, 1932]
bsy-visit-photo — [1222, 752, 1521, 979]
story-body: ನಿಸರ್ಗ ಆಗಿ ಎಂದು ಸಲಹೆ ನೀಡಿದರು. ಯೋಗದಿಂದ ಶಾಂತಿ ಸಿಗಲಿದೆ. ನಾನು ಚಿಕ್ಕವನಿಂದ ಯೋಗಾಭ್ಯಾಸ ಮಾಡುತ್ತಿದ್ದೇನೆ. ಎಲ್ಲರೂ ನಿತ್ಯ ಯೋಗ ಮಾಡಿದರೆ ಆರೋಗ್ಯ ಉತ್ತಮವಾಗಿರುತ್ತದೆ ಎಂದರು. — [8, 1282, 340, 1322]
story-body: ಬೆಂಗಳೂರಿನ ಕಬ್ಬನ್‌ಪಾರ್ಕ್ ಬಳಿಯಲ್ಲಿ ಮರದ ಕೊಂಬೆ ಬಿದ್ದು ವ್ಯಕ್ತಿಯೊಬ್ಬರು ಗಾಯಗೊಂಡಿದ್ದರು. ಪಾಲಿಕೆ ಅರಣ್ಯ ವಿಭಾಗದ ಸಿಬ್ಬಂದಿ ನಗರದಾದ್ಯಂತ ಸಮೀಕ್ಷೆ ನಡೆಸಿ ಅಪಾಯಕಾರಿ ಮರಗಳನ್ನು ಗುರುತಿಸಿದ್ದಾರೆ. — [340, 992, 728, 1019]
story-headline: ಪಿ.ಎಂ.ಶ್ರೀ ಶಾಲೆಗಳಲ್ಲಿ ದಾಖಲಾತಿ ಮಿತಿ ಹೆಚ್ಚಳ — [923, 100, 1384, 135]
story-body: ಸೇನೆಯಲ್ಲಿ ಸೇವೆ ಸಲ್ಲಿಸುತ್ತಿರುವ ಯೋಧನೊಬ್ಬನಿಗೆ ಆನ್‌ಲೈನ್ ಮೂಲಕ ವಂಚನೆ ಮಾಡಲಾಗಿದೆ. ಯೋಧನ ಖಾತೆಯಿಂದ ಲಕ್ಷಾಂತರ ರೂ. ಹಣ ವರ್ಗಾವಣೆ ಮಾಡಿಕೊಳ್ಳಲಾಗಿದೆ. ಈ ಬಗ್ಗೆ ದೂರು ದಾಖಲಾಗಿದೆ. — [354, 1940, 694, 1981]
yoga-column — [8, 1250, 340, 2403]
story-subhead: ಮುಖಂಡರ ತಕ್ಕೆಗೆ — [815, 1365, 935, 1389]
